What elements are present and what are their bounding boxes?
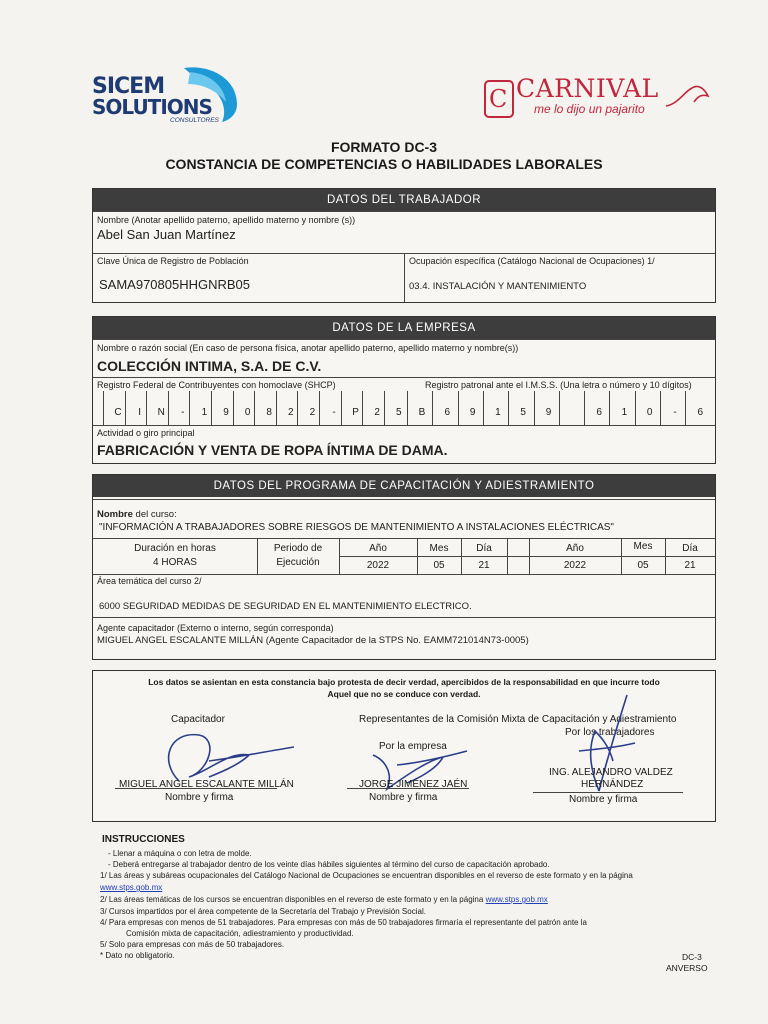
imss-divider: [559, 391, 560, 425]
protesta-line-2: Aquel que no se conduce con verdad.: [327, 689, 481, 699]
rfc-divider: [319, 391, 320, 425]
imss-char: 6: [596, 407, 602, 418]
inicio-dia-label: Día: [476, 543, 492, 554]
instr-link-2[interactable]: www.stps.gob.mx: [485, 895, 548, 904]
section-empresa: [92, 316, 716, 464]
capacitador-nombre-firma: Nombre y firma: [165, 792, 234, 803]
imss-char: B: [418, 407, 426, 418]
instr-line-8: * Dato no obligatorio.: [100, 951, 175, 960]
rfc-divider: [341, 391, 342, 425]
footer-side: ANVERSO: [666, 963, 708, 973]
rfc-char: -: [181, 407, 185, 418]
rfc-divider: [146, 391, 147, 425]
curso-label: Nombre del curso:: [97, 509, 177, 520]
rfc-char: 8: [266, 407, 272, 418]
imss-char: 6: [697, 407, 704, 418]
rfc-divider: [103, 391, 104, 425]
rfc-label: Registro Federal de Contribuyentes con homoclave (SHCP): [97, 380, 336, 390]
imss-char: 1: [621, 407, 628, 418]
inicio-dia-value: 21: [478, 560, 490, 571]
curso-value: "INFORMACIÓN A TRABAJADORES SOBRE RIESGOS DE MANTENIMIENTO A INSTALACIONES ELÉCTRICAS": [99, 522, 614, 533]
instr-line-6: 4/ Para empresas con menos de 51 trabajadores. Para empresas con más de 50 trabajadores firmaría el representante del patrón ante la: [100, 918, 587, 927]
fin-mes-value: 05: [637, 560, 649, 571]
imss-divider: [534, 391, 535, 425]
section-firmas: [92, 670, 716, 822]
duracion-value: 4 HORAS: [153, 557, 197, 568]
rfc-divider: [211, 391, 212, 425]
sicem-logo-tag: CONSULTORES: [170, 117, 219, 124]
imss-char: 6: [444, 407, 451, 418]
rfc-char: P: [352, 407, 359, 418]
carnival-emblem-icon: C: [484, 80, 514, 118]
rfc-divider: [168, 391, 169, 425]
por-empresa-label: Por la empresa: [379, 741, 447, 752]
inicio-mes-value: 05: [433, 560, 445, 571]
agente-label: Agente capacitador (Externo o interno, según corresponda): [97, 623, 334, 633]
rfc-char: 1: [201, 407, 208, 418]
carnival-logo: [484, 74, 714, 122]
rfc-char: I: [138, 407, 141, 418]
section-empresa-heading: DATOS DE LA EMPRESA: [93, 317, 715, 339]
inicio-anio-value: 2022: [366, 560, 390, 571]
duracion-label: Duración en horas: [134, 543, 216, 554]
bird-icon: [664, 80, 710, 112]
fin-anio-value: 2022: [563, 560, 587, 571]
section-trabajador-heading: DATOS DEL TRABAJADOR: [93, 189, 715, 211]
instrucciones-heading: INSTRUCCIONES: [102, 834, 185, 845]
imss-divider: [508, 391, 509, 425]
instr-line-4: 2/ Las áreas temáticas de los cursos se encuentran disponibles en el reverso de este formato y en la página www.stps.gob.mx: [100, 895, 548, 904]
imss-divider: [407, 391, 408, 425]
rfc-char: C: [114, 407, 122, 418]
imss-divider: [458, 391, 459, 425]
razon-label: Nombre o razón social (En caso de persona física, anotar apellido paterno, apellido materno y nombre(s)): [97, 343, 519, 353]
comision-label: Representantes de la Comisión Mixta de Capacitación y Adiestramiento: [359, 714, 677, 725]
razon-value: COLECCIÓN INTIMA, S.A. DE C.V.: [97, 358, 322, 374]
imss-divider: [609, 391, 610, 425]
fin-dia-value: 21: [684, 560, 696, 571]
empresa-nombre-firma: Nombre y firma: [369, 792, 438, 803]
carnival-name: CARNIVAL: [516, 74, 659, 103]
imss-divider: [635, 391, 636, 425]
ocupacion-value: 03.4. INSTALACIÓN Y MANTENIMIENTO: [409, 281, 587, 292]
inicio-anio-label: Año: [369, 543, 387, 554]
area-value: 6000 SEGURIDAD MEDIDAS DE SEGURIDAD EN EL MANTENIMIENTO ELECTRICO.: [99, 601, 472, 612]
trabajadores-nombre-firma: Nombre y firma: [569, 794, 638, 805]
instr-line-5: 3/ Cursos impartidos por el área competente de la Secretaría del Trabajo y Previsión Social.: [100, 907, 426, 916]
inicio-mes-label: Mes: [429, 543, 449, 554]
imss-char: 1: [495, 407, 501, 418]
capacitador-nombre: MIGUEL ANGEL ESCALANTE MILLÁN: [119, 779, 294, 790]
rfc-divider: [384, 391, 385, 425]
area-label: Área temática del curso 2/: [97, 576, 202, 586]
rfc-char: 9: [223, 407, 229, 418]
imss-char: 0: [646, 407, 653, 418]
rfc-char: N: [157, 407, 165, 418]
rfc-divider: [362, 391, 363, 425]
imss-char: 5: [520, 407, 526, 418]
imss-char: 9: [469, 407, 476, 418]
rfc-char: 2: [309, 407, 316, 418]
rfc-char: 2: [374, 407, 380, 418]
sicem-logo-line1: SICEM: [92, 74, 165, 99]
imss-divider: [685, 391, 686, 425]
curp-value: SAMA970805HHGNRB05: [99, 277, 251, 292]
imss-divider: [660, 391, 661, 425]
rfc-char: -: [332, 407, 336, 418]
imss-divider: [584, 391, 585, 425]
nombre-value: Abel San Juan Martínez: [97, 227, 236, 242]
carnival-tagline: me lo dijo un pajarito: [534, 102, 645, 116]
capacitador-label: Capacitador: [171, 714, 225, 725]
section-trabajador: [92, 188, 716, 303]
instr-link-1[interactable]: www.stps.gob.mx: [100, 883, 163, 892]
imss-label: Registro patronal ante el I.M.S.S. (Una letra o número y 10 dígitos): [425, 380, 692, 390]
imss-char: 9: [545, 407, 552, 418]
rfc-char: 5: [396, 407, 402, 418]
rfc-divider: [233, 391, 234, 425]
trabajadores-nombre-2: HERNÁNDEZ: [581, 779, 644, 790]
footer-code: DC-3: [682, 952, 702, 962]
form-code-title: FORMATO DC-3: [330, 139, 438, 155]
rfc-divider: [297, 391, 298, 425]
form-main-title: CONSTANCIA DE COMPETENCIAS O HABILIDADES LABORALES: [165, 156, 603, 172]
agente-value: MIGUEL ANGEL ESCALANTE MILLÁN (Agente Capacitador de la STPS No. EAMM721014N73-0005): [97, 635, 529, 646]
fin-anio-label: Año: [566, 543, 584, 554]
fin-dia-label: Día: [682, 543, 698, 554]
curp-label: Clave Única de Registro de Población: [97, 256, 249, 266]
empresa-nombre: JORGE JIMÉNEZ JAÉN: [359, 779, 468, 790]
instr-line-7: 5/ Solo para empresas con más de 50 trabajadores.: [100, 940, 285, 949]
ocupacion-label: Ocupación específica (Catálogo Nacional de Ocupaciones) 1/: [409, 256, 655, 266]
periodo-label-1: Periodo de: [273, 543, 323, 554]
nombre-label: Nombre (Anotar apellido paterno, apellido materno y nombre (s)): [97, 215, 356, 225]
periodo-label-2: Ejecución: [276, 557, 320, 568]
actividad-label: Actividad o giro principal: [97, 428, 195, 438]
rfc-divider: [254, 391, 255, 425]
sicem-logo: [92, 62, 252, 130]
rfc-char: 2: [288, 407, 294, 418]
fin-mes-label: Mes: [633, 541, 653, 552]
instr-line-3: 1/ Las áreas y subáreas ocupacionales del Catálogo Nacional de Ocupaciones se encuentran disponibles en el reverso de este formato y en la página: [100, 871, 633, 880]
protesta-line-1: Los datos se asientan en esta constancia bajo protesta de decir verdad, apercibidos de la responsabilidad en que incurre todo: [148, 677, 660, 687]
instr-line-6b: Comisión mixta de capacitación, adiestramiento y productividad.: [126, 929, 354, 938]
section-programa: [92, 474, 716, 660]
rfc-char: 0: [244, 407, 251, 418]
section-programa-heading: DATOS DEL PROGRAMA DE CAPACITACIÓN Y ADIESTRAMIENTO: [93, 475, 715, 497]
instr-line-2: - Deberá entregarse al trabajador dentro de los veinte días hábiles siguientes al término del curso de capacitación aprobado.: [108, 860, 550, 869]
sicem-logo-line2: SOLUTIONS: [92, 95, 212, 119]
rfc-divider: [276, 391, 277, 425]
instr-line-1: - Llenar a máquina o con letra de molde.: [108, 849, 252, 858]
actividad-value: FABRICACIÓN Y VENTA DE ROPA ÍNTIMA DE DAMA.: [97, 442, 448, 458]
trabajadores-nombre-1: ING. ALEJANDRO VALDEZ: [549, 767, 673, 778]
rfc-divider: [189, 391, 190, 425]
imss-divider: [483, 391, 484, 425]
imss-divider: [432, 391, 433, 425]
rfc-divider: [125, 391, 126, 425]
por-trabajadores-label: Por los trabajadores: [565, 727, 655, 738]
imss-char: -: [673, 407, 677, 418]
